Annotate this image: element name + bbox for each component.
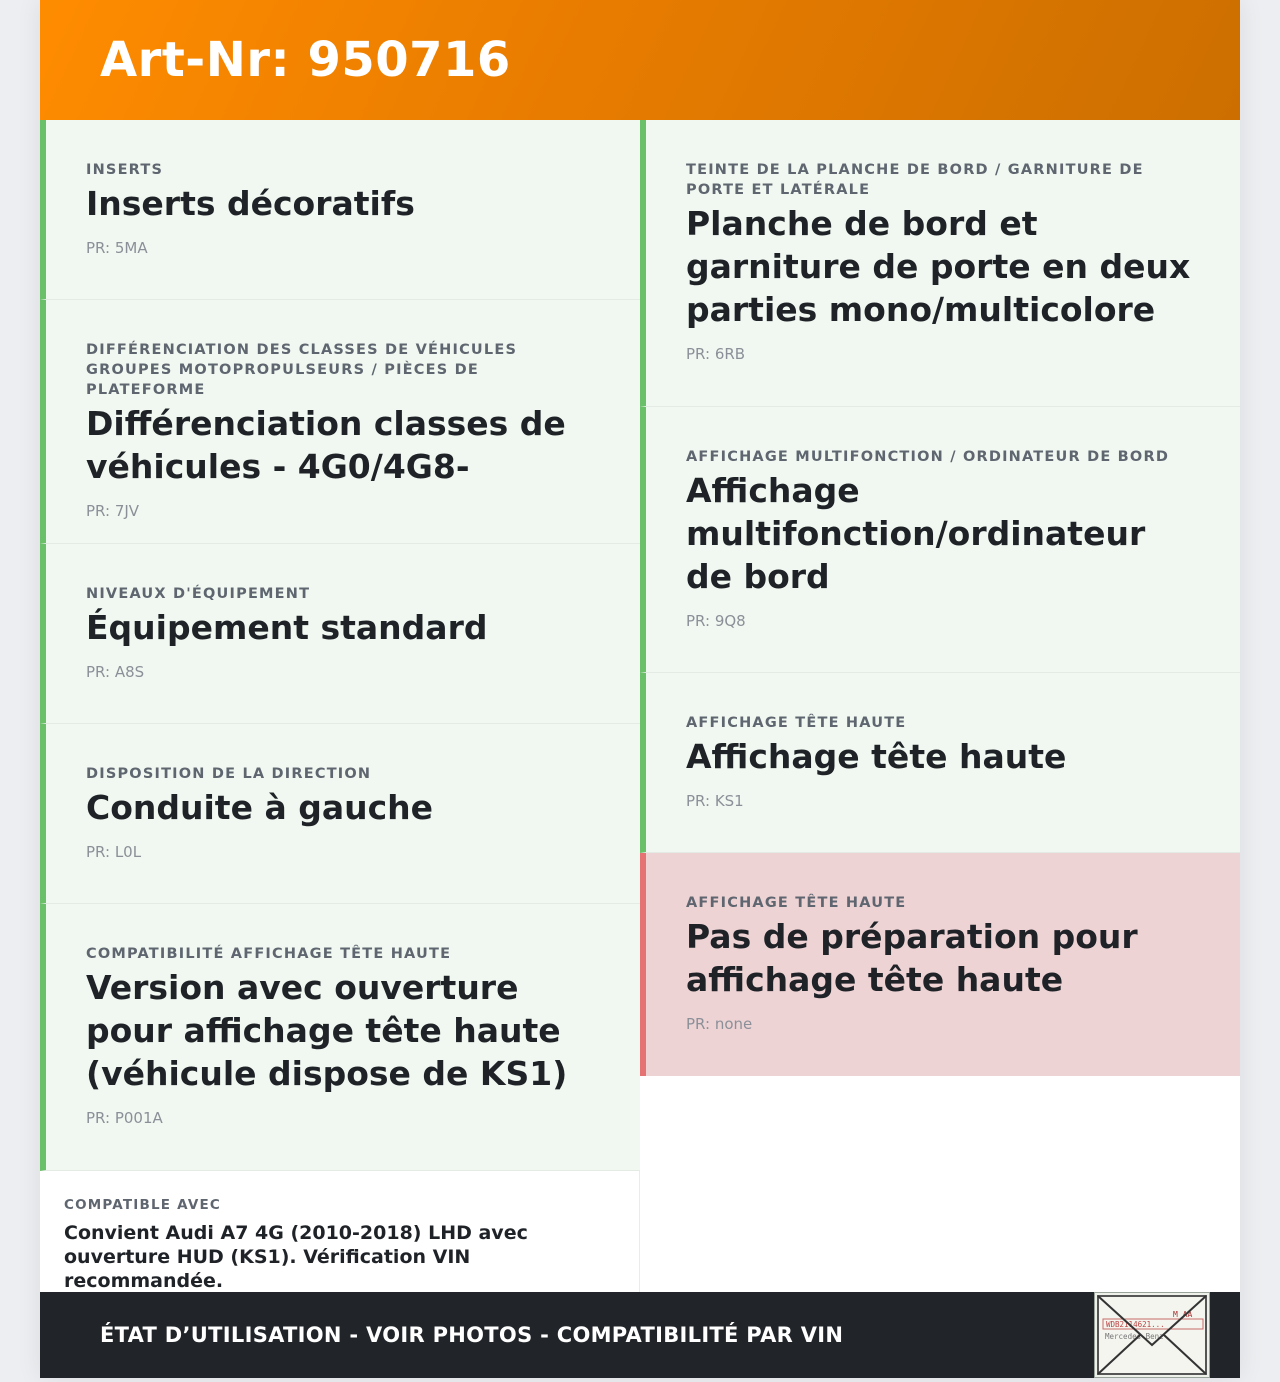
footer-note: ÉTAT D’UTILISATION - VOIR PHOTOS - COMPATIBILITÉ PAR VIN — [100, 1323, 844, 1347]
option-category: COMPATIBILITÉ AFFICHAGE TÊTE HAUTE — [86, 946, 452, 962]
option-title: Affichage tête haute — [686, 737, 1067, 776]
option-card-equipment-level — [40, 544, 640, 724]
option-card-multifunction-display — [640, 407, 1240, 673]
spec-sheet — [40, 0, 1240, 1378]
option-title: Planche de bord et garniture de porte en deux parties mono/multicolore — [686, 204, 1191, 329]
option-pr-code: PR: P001A — [86, 1109, 163, 1127]
option-category: AFFICHAGE TÊTE HAUTE — [686, 715, 907, 731]
option-card-dashboard-tint — [640, 120, 1240, 407]
option-pr-code: PR: KS1 — [686, 792, 744, 810]
option-category: AFFICHAGE TÊTE HAUTE — [686, 895, 907, 911]
option-title: Affichage multifonction/ordinateur de bord — [686, 471, 1146, 596]
option-title: Différenciation classes de véhicules - 4G0/4G8- — [86, 404, 566, 486]
envelope-stamp-icon — [1094, 1292, 1210, 1378]
option-pr-code: PR: 5MA — [86, 239, 148, 257]
option-title: Pas de préparation pour affichage tête haute — [686, 917, 1138, 999]
option-pr-code: PR: 6RB — [686, 345, 746, 363]
option-category: NIVEAUX D'ÉQUIPEMENT — [86, 586, 311, 602]
option-category: DISPOSITION DE LA DIRECTION — [86, 766, 372, 782]
option-pr-code: PR: L0L — [86, 843, 142, 861]
footer-bar — [40, 1292, 1240, 1378]
option-title: Version avec ouverture pour affichage tête haute (véhicule dispose de KS1) — [86, 968, 568, 1093]
option-card-steering — [40, 724, 640, 904]
option-card-hud-missing — [640, 853, 1240, 1076]
stamp-text-mid: WDB2114621... — [1106, 1320, 1165, 1329]
header-bar — [40, 0, 1240, 120]
option-pr-code: PR: 7JV — [86, 502, 140, 520]
right-column — [640, 120, 1240, 1076]
option-pr-code: PR: none — [686, 1015, 753, 1033]
option-category: DIFFÉRENCIATION DES CLASSES DE VÉHICULES GROUPES MOTOPROPULSEURS / PIÈCES DE PLATEFORME — [86, 342, 518, 398]
article-number-title: Art-Nr: 950716 — [100, 32, 511, 88]
option-title: Inserts décoratifs — [86, 184, 415, 223]
option-category: INSERTS — [86, 162, 164, 178]
option-title: Équipement standard — [86, 608, 488, 647]
compatibility-box — [40, 1171, 640, 1292]
option-card-hud-compat — [40, 904, 640, 1171]
compatibility-label: COMPATIBLE AVEC — [64, 1197, 222, 1213]
option-card-hud — [640, 673, 1240, 853]
option-category: TEINTE DE LA PLANCHE DE BORD / GARNITURE DE PORTE ET LATÉRALE — [686, 162, 1144, 198]
stamp-text-bot: Mercedes-Benz — [1105, 1332, 1164, 1341]
option-card-inserts — [40, 120, 640, 300]
option-pr-code: PR: A8S — [86, 663, 145, 681]
stamp-text-top: M AA — [1173, 1310, 1193, 1319]
option-title: Conduite à gauche — [86, 788, 434, 827]
option-pr-code: PR: 9Q8 — [686, 612, 746, 630]
left-column — [40, 120, 640, 1292]
option-category: AFFICHAGE MULTIFONCTION / ORDINATEUR DE BORD — [686, 449, 1170, 465]
compatibility-text: Convient Audi A7 4G (2010-2018) LHD avec ouverture HUD (KS1). Vérification VIN recommandée. — [64, 1222, 528, 1292]
option-card-vehicle-class — [40, 300, 640, 544]
envelope-stamp-graphic — [1095, 1293, 1209, 1377]
options-grid — [40, 120, 1240, 1292]
